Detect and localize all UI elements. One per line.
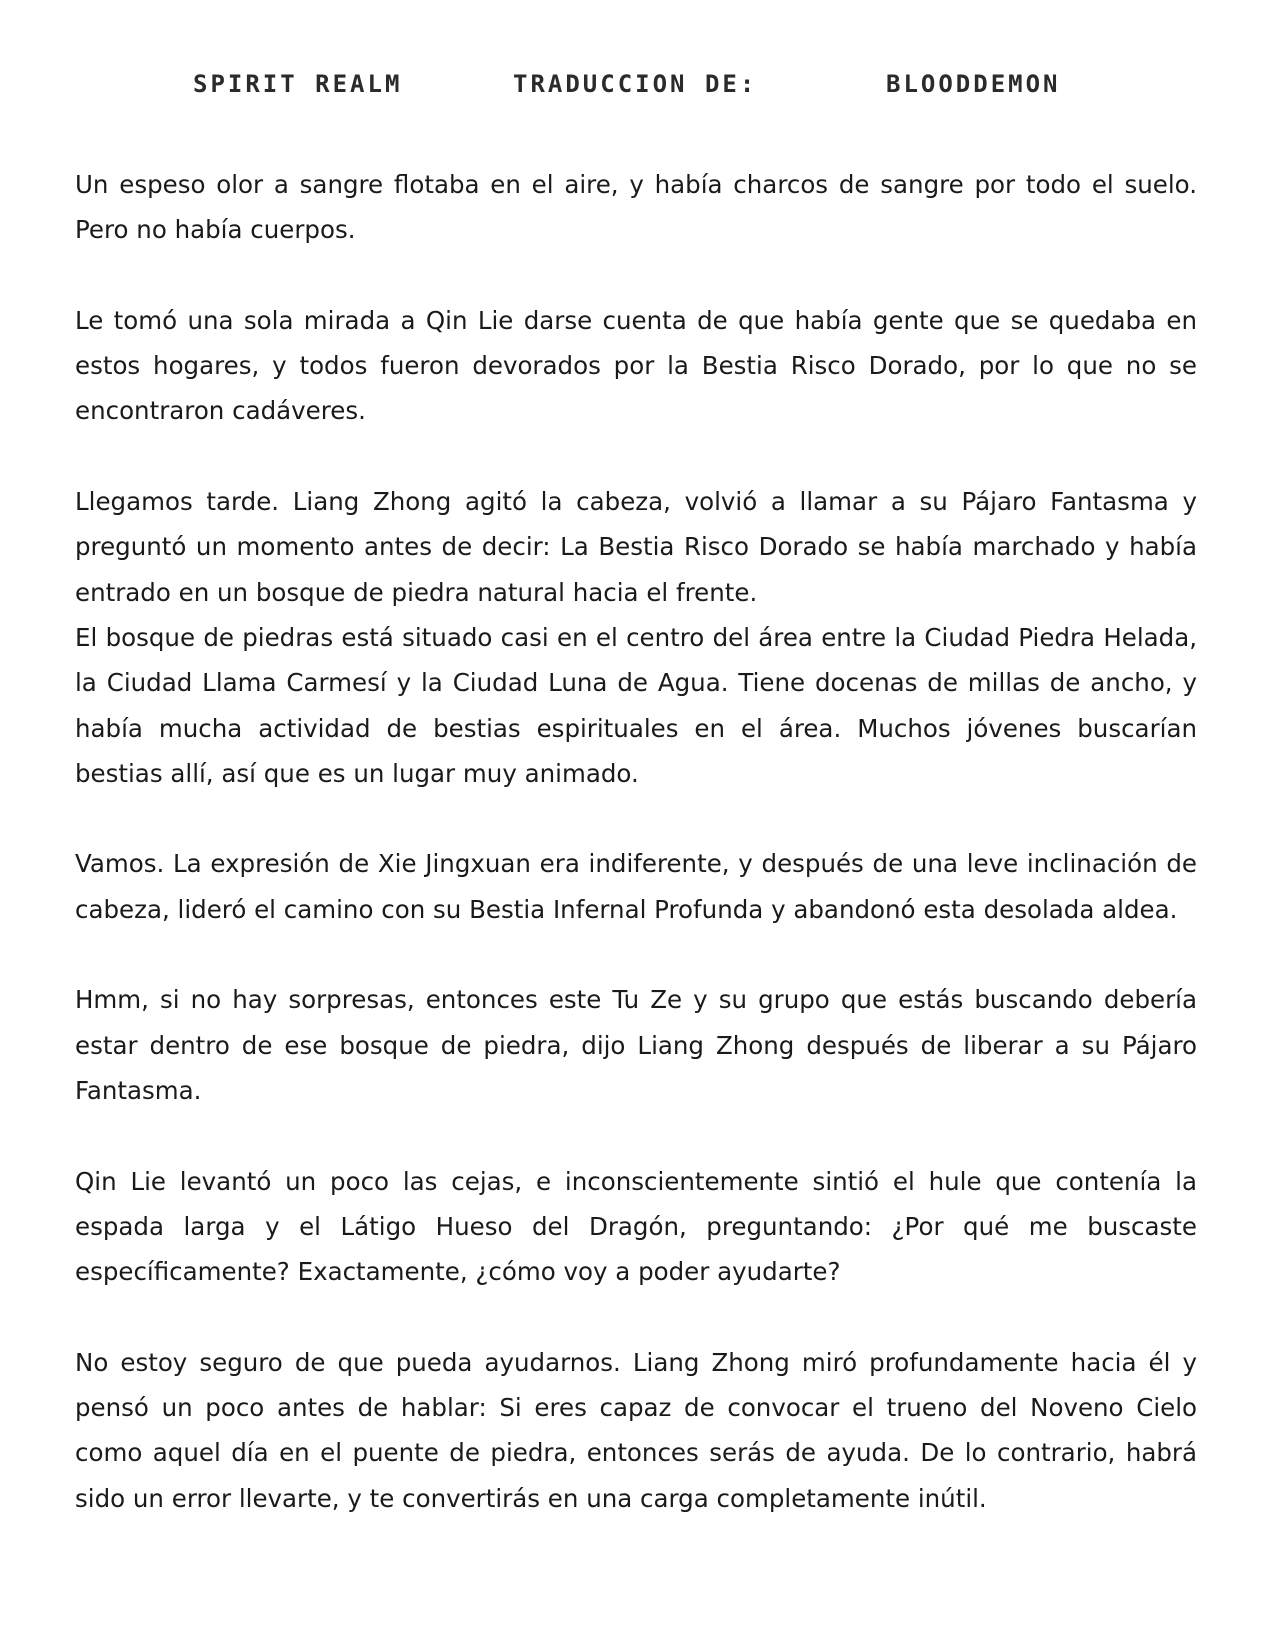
header-title: SPIRIT REALM bbox=[193, 70, 403, 98]
paragraph-gap bbox=[75, 796, 1197, 841]
paragraph: Un espeso olor a sangre flotaba en el aire, y había charcos de sangre por todo el suelo. Pero no había cuerpos. bbox=[75, 170, 1197, 245]
paragraph-gap bbox=[75, 1294, 1197, 1339]
paragraph-gap bbox=[75, 1113, 1197, 1158]
paragraph: Hmm, si no hay sorpresas, entonces este Tu Ze y su grupo que estás buscando debería estar dentro de ese bosque de piedra, dijo Liang Zhong después de liberar a su Pájaro Fantasma. bbox=[75, 985, 1197, 1105]
page-header bbox=[0, 70, 1275, 110]
paragraph: Vamos. La expresión de Xie Jingxuan era indiferente, y después de una leve inclinación de cabeza, lideró el camino con su Bestia Infernal Profunda y abandonó esta desolada aldea. bbox=[75, 849, 1197, 924]
paragraph: Le tomó una sola mirada a Qin Lie darse cuenta de que había gente que se quedaba en estos hogares, y todos fueron devorados por la Bestia Risco Dorado, por lo que no se encontraron cadáveres. bbox=[75, 305, 1197, 426]
document-body bbox=[75, 162, 1197, 1521]
paragraph: El bosque de piedras está situado casi en el centro del área entre la Ciudad Piedra Helada, la Ciudad Llama Carmesí y la Ciudad Luna de Agua. Tiene docenas de millas de ancho, y había mucha actividad de bestias espirituales en el área. Muchos jóvenes buscarían bestias allí, así que es un lugar muy animado. bbox=[75, 622, 1197, 788]
paragraph-gap bbox=[75, 932, 1197, 977]
paragraph-gap bbox=[75, 434, 1197, 479]
header-translation-label: TRADUCCION DE: bbox=[513, 70, 758, 98]
paragraph-gap bbox=[75, 253, 1197, 298]
paragraph: Llegamos tarde. Liang Zhong agitó la cabeza, volvió a llamar a su Pájaro Fantasma y preguntó un momento antes de decir: La Bestia Risco Dorado se había marchado y había entrado en un bosque de piedra natural hacia el frente. bbox=[75, 487, 1197, 607]
paragraph: No estoy seguro de que pueda ayudarnos. Liang Zhong miró profundamente hacia él y pensó un poco antes de hablar: Si eres capaz de convocar el trueno del Noveno Cielo como aquel día en el puente de piedra, entonces serás de ayuda. De lo contrario, habrá sido un error llevarte, y te convertirás en una carga completamente inútil. bbox=[75, 1347, 1197, 1513]
header-translator: BLOODDEMON bbox=[886, 70, 1061, 98]
paragraph: Qin Lie levantó un poco las cejas, e inconscientemente sintió el hule que contenía la espada larga y el Látigo Hueso del Dragón, preguntando: ¿Por qué me buscaste específicamente? Exactamente, ¿cómo voy a poder ayudarte? bbox=[75, 1166, 1197, 1287]
